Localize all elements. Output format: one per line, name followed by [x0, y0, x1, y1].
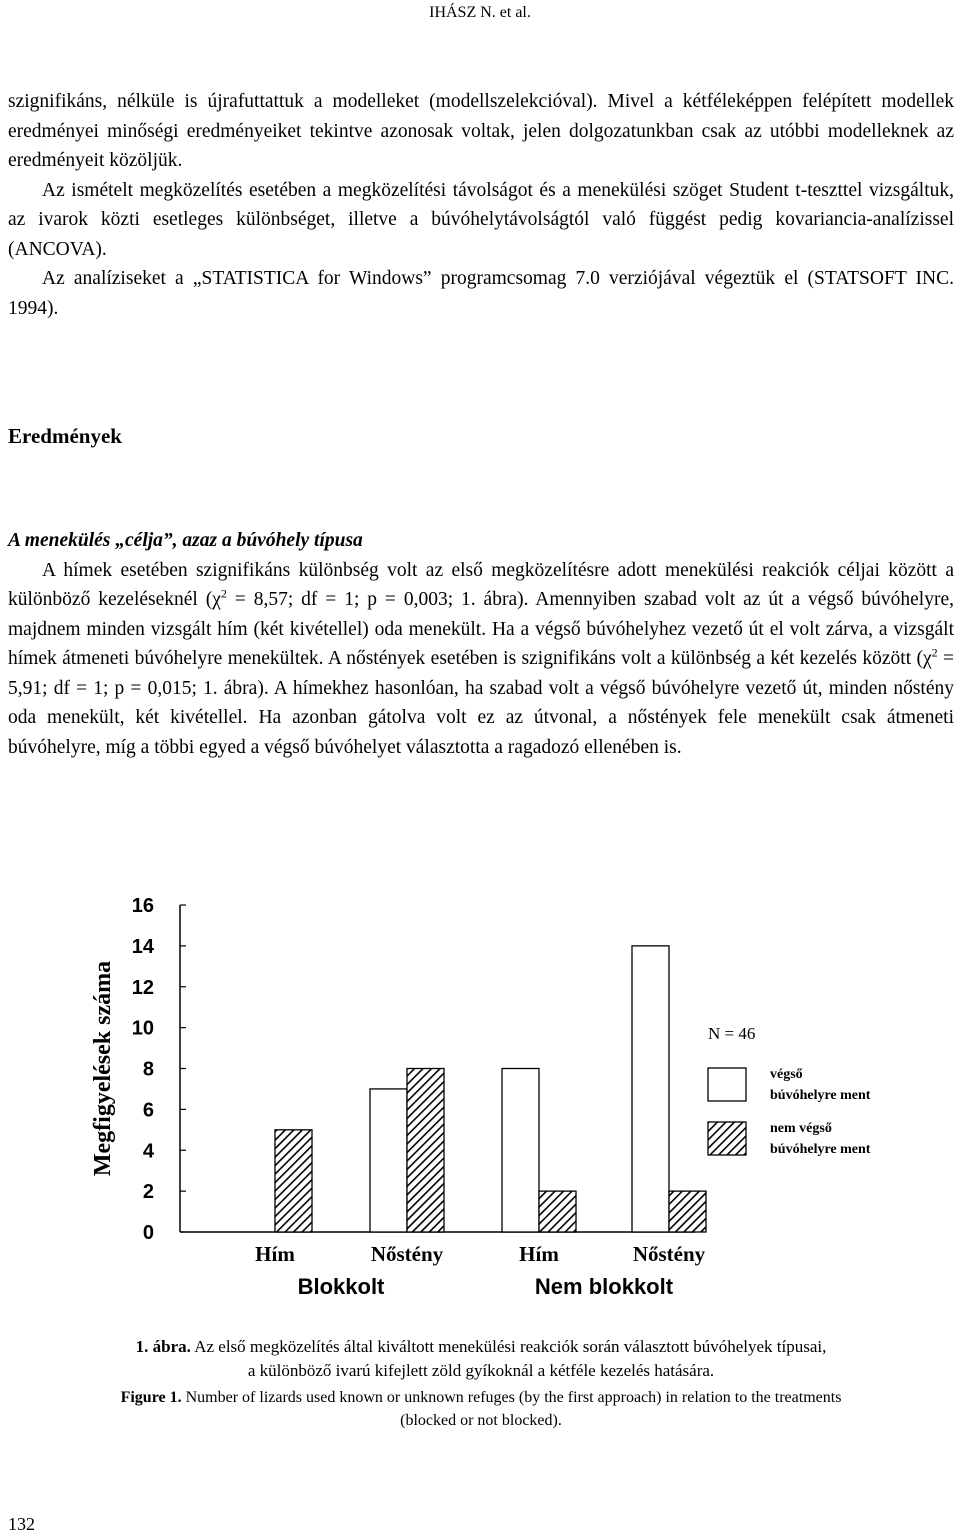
legend-label-line-2: búvóhelyre ment — [770, 1088, 871, 1103]
category-label: Hím — [255, 1242, 295, 1266]
page-number: 132 — [8, 1514, 35, 1534]
caption-en-text-1: Number of lizards used known or unknown refuges (by the first approach) in relation to the treatments — [181, 1389, 842, 1406]
y-tick-label: 2 — [142, 1181, 154, 1204]
bar — [539, 1191, 576, 1232]
body-text-results — [8, 526, 954, 762]
category-label: Nőstény — [370, 1242, 444, 1266]
y-tick-label: 4 — [142, 1140, 154, 1163]
legend-label-line-1: nem végső — [770, 1121, 832, 1136]
y-tick-label: 8 — [142, 1058, 154, 1081]
subsection-title: A menekülés „célja”, azaz a búvóhely típusa — [8, 530, 363, 551]
caption-hu — [8, 1335, 954, 1383]
bar-chart — [40, 865, 920, 1320]
bar — [275, 1130, 312, 1232]
bar — [502, 1069, 539, 1233]
caption-hu-label: 1. ábra. — [135, 1337, 191, 1356]
bar — [407, 1069, 444, 1233]
section-title: Eredmények — [8, 424, 122, 448]
running-header: IHÁSZ N. et al. — [429, 4, 531, 21]
category-label: Hím — [519, 1242, 559, 1266]
legend-label-line-1: végső — [770, 1067, 803, 1082]
sample-size-annotation: N = 46 — [708, 1024, 756, 1043]
chi-square-superscript-2: 2 — [931, 645, 938, 660]
figure-1 — [40, 865, 920, 1320]
y-axis-label: Megfigyelések száma — [90, 960, 116, 1177]
chi-square-superscript-1: 2 — [220, 586, 227, 601]
category-label: Nőstény — [632, 1242, 706, 1266]
y-tick-label: 12 — [131, 976, 154, 999]
y-tick-label: 16 — [131, 895, 154, 917]
legend-swatch — [708, 1122, 746, 1155]
paragraph-3: Az analíziseket a „STATISTICA for Windows” programcsomag 7.0 verziójával végeztük el (STATSOFT INC. 1994). — [8, 268, 954, 319]
results-text-c: = 5,91; df = 1; p = 0,015; 1. ábra). A hímekhez hasonlóan, ha szabad volt a végső búvóhelyre vezető út, minden nőstény oda menekült, két kivétellel. Ha azonban gátolva volt ez az útvonal, a nőstények fele menekült csak átmeneti búvóhelyre, míg a többi egyed a végső búvóhelyet választotta a ragadozó ellenében is. — [8, 648, 955, 758]
bar — [632, 946, 669, 1232]
body-text-top — [8, 87, 954, 323]
results-paragraph — [8, 556, 954, 763]
results-text-b: = 8,57; df = 1; p = 0,003; 1. ábra). Amennyiben szabad volt az út a végső búvóhelyre, majdnem minden vizsgált hím (két kivétellel) oda menekült. Ha a végső búvóhelyhez vezető út el volt zárva, a vizsgált hímek átmeneti búvóhelyre menekültek. A nőstények esetében is szignifikáns volt a különbség a két kezelés között (χ — [8, 589, 954, 669]
group-label: Nem blokkolt — [534, 1274, 674, 1299]
caption-hu-text-2: a különböző ivarú kifejlett zöld gyíkoknál a kétféle kezelés hatására. — [247, 1361, 715, 1380]
paragraph-1: szignifikáns, nélküle is újrafuttattuk a modelleket (modellszelekcióval). Mivel a kétféleképpen felépített modellek eredményei minőségi eredményeiket tekintve azonosak voltak, jelen dolgozatunkban csak az utóbbi modelleknek az eredményeit közöljük. — [8, 91, 954, 171]
caption-en-text-2: (blocked or not blocked). — [400, 1412, 562, 1429]
caption-en-label: Figure 1. — [120, 1389, 182, 1406]
legend-label-line-2: búvóhelyre ment — [770, 1142, 871, 1157]
paragraph-2: Az ismételt megközelítés esetében a megközelítési távolságot és a menekülési szöget Student t-teszttel vizsgáltuk, az ivarok közti esetleges különbséget, illetve a búvóhelytávolságtól való függést pedig kovariancia-analízissel (ANCOVA). — [8, 179, 954, 260]
results-text-a: A hímek esetében szignifikáns különbség volt az első megközelítésre adott menekülési reakciók céljai között a különböző kezeléseknél (χ — [8, 559, 954, 610]
legend-swatch — [708, 1068, 746, 1101]
bar — [669, 1191, 706, 1232]
group-label: Blokkolt — [297, 1274, 385, 1299]
y-tick-label: 0 — [142, 1222, 154, 1244]
bar — [370, 1089, 407, 1232]
y-tick-label: 14 — [131, 935, 154, 958]
y-tick-label: 10 — [131, 1017, 154, 1040]
caption-en — [8, 1386, 954, 1432]
caption-hu-text-1: Az első megközelítés által kiváltott menekülési reakciók során választott búvóhelyek típusai, — [190, 1337, 827, 1356]
y-tick-label: 6 — [142, 1099, 154, 1122]
